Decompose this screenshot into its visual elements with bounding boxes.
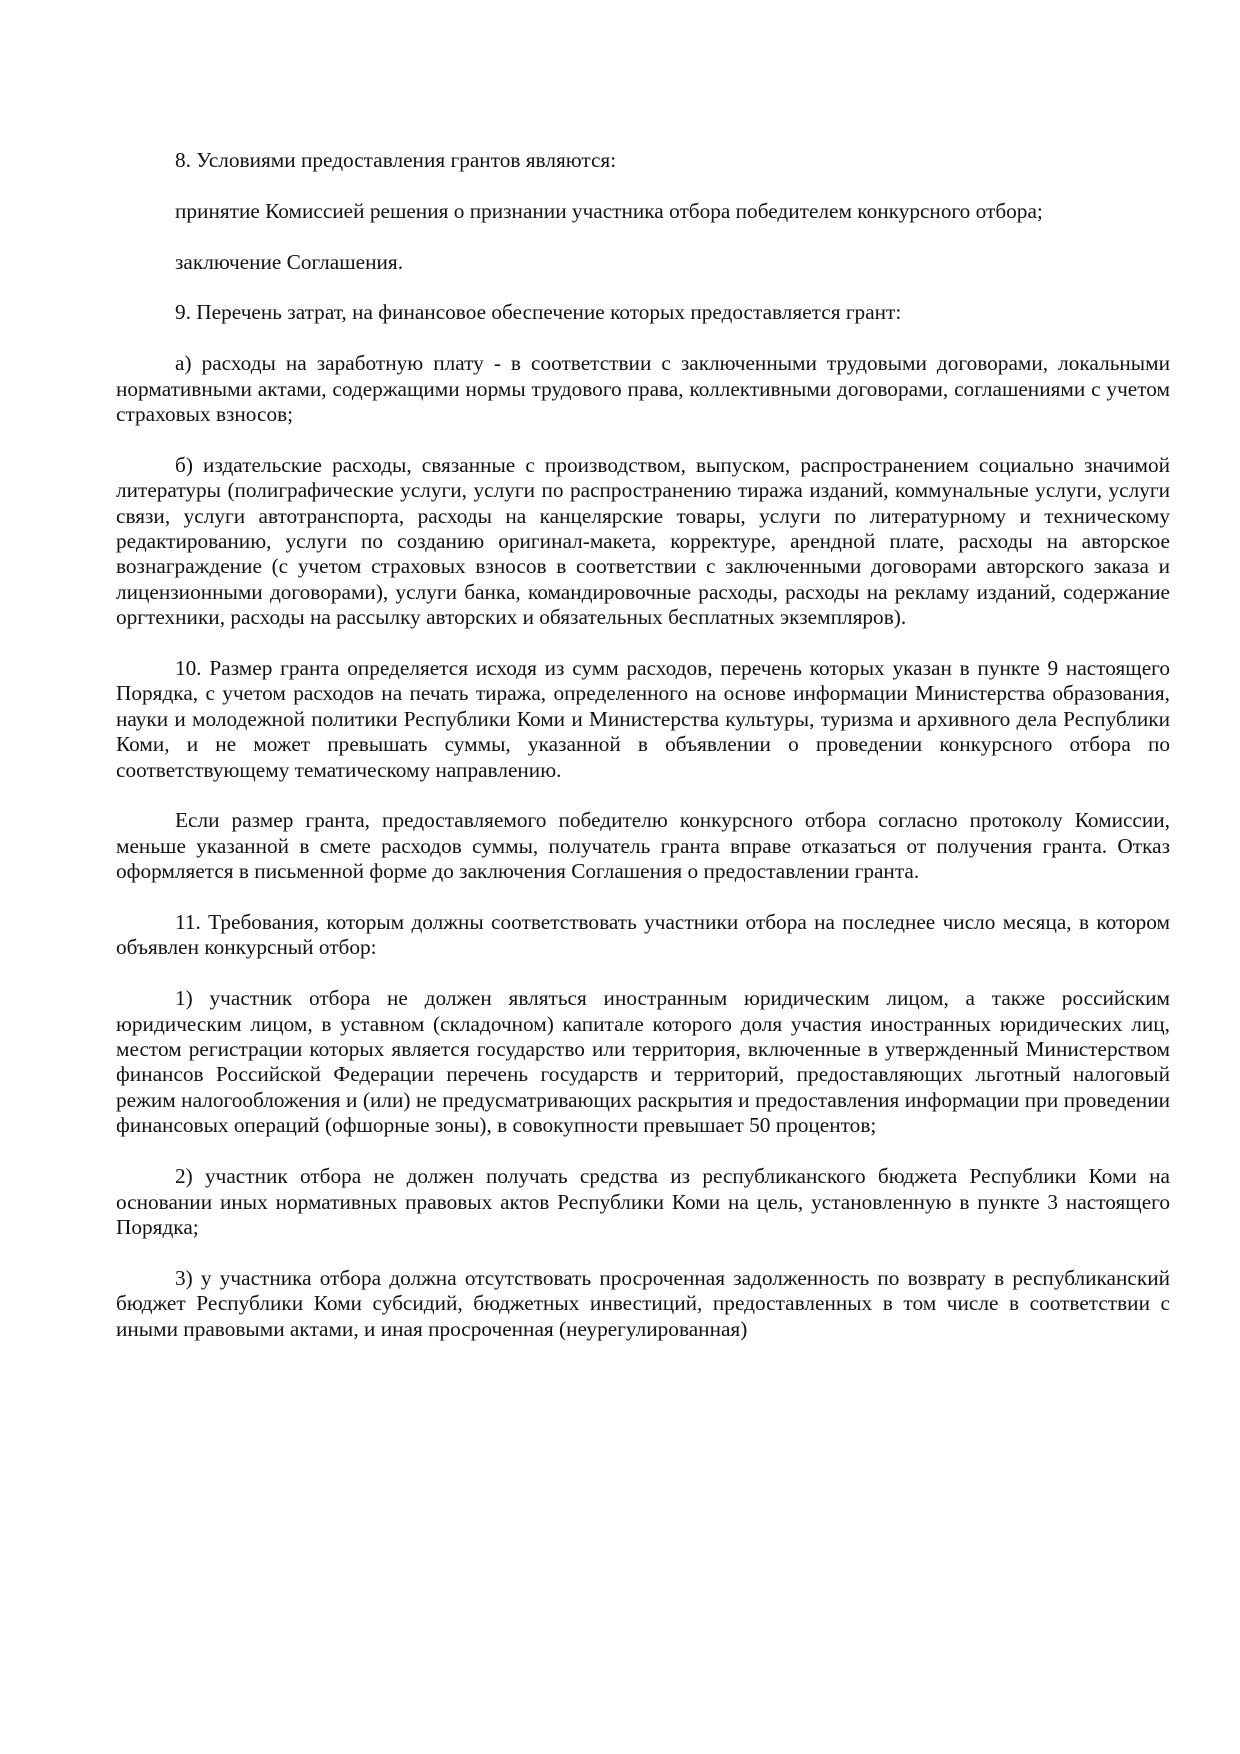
paragraph-9a-salary: а) расходы на заработную плату - в соответствии с заключенными трудовыми договорами, локальными нормативными актами, содержащими нормы трудового права, коллективными договорами, соглашениями с учетом страховых взносов; [116, 351, 1170, 426]
paragraph-agreement: заключение Соглашения. [175, 249, 404, 274]
paragraph-10-grant-size: 10. Размер гранта определяется исходя из сумм расходов, перечень которых указан в пункте 9 настоящего Порядка, с учетом расходов на печать тиража, определенного на основе информации Министерства образования, науки и молодежной политики Республики Коми и Министерства культуры, туризма и архивного дела Республики Коми, и не может превышать суммы, указанной в объявлении о проведении конкурсного отбора по соответствующему тематическому направлению. [116, 656, 1170, 782]
paragraph-8-conditions: 8. Условиями предоставления грантов являются: [175, 148, 617, 172]
paragraph-11-requirements: 11. Требования, которым должны соответствовать участники отбора на последнее число месяца, в котором объявлен конкурсный отбор: [116, 910, 1170, 960]
paragraph-11-1-foreign-entity: 1) участник отбора не должен являться иностранным юридическим лицом, а также российским юридическим лицом, в уставном (складочном) капитале которого доля участия иностранных юридических лиц, местом регистрации которых является государство или территория, включенные в утвержденный Министерством финансов Российской Федерации перечень государств и территорий, предоставляющих льготный налоговый режим налогообложения и (или) не предусматривающих раскрытия и предоставления информации при проведении финансовых операций (офшорные зоны), в совокупности превышает 50 процентов; [116, 986, 1170, 1138]
paragraph-9-expenses-list: 9. Перечень затрат, на финансовое обеспечение которых предоставляется грант: [175, 300, 902, 325]
paragraph-11-2-budget-funds: 2) участник отбора не должен получать средства из республиканского бюджета Республики Коми на основании иных нормативных правовых актов Республики Коми на цель, установленную в пункте 3 настоящего Порядка; [116, 1164, 1170, 1239]
paragraph-grant-refusal: Если размер гранта, предоставляемого победителю конкурсного отбора согласно протоколу Комиссии, меньше указанной в смете расходов суммы, получатель гранта вправе отказаться от получения гранта. Отказ оформляется в письменной форме до заключения Соглашения о предоставлении гранта. [116, 808, 1170, 884]
document-page [116, 148, 1170, 1367]
paragraph-11-3-debt: 3) у участника отбора должна отсутствовать просроченная задолженность по возврату в республиканский бюджет Республики Коми субсидий, бюджетных инвестиций, предоставленных в том числе в соответствии с иными правовыми актами, и иная просроченная (неурегулированная) [116, 1265, 1170, 1341]
paragraph-9b-publishing: б) издательские расходы, связанные с производством, выпуском, распространением социально значимой литературы (полиграфические услуги, услуги по распространению тиража изданий, коммунальные услуги, услуги связи, услуги автотранспорта, расходы на канцелярские товары, услуги по литературному и техническому редактированию, услуги по созданию оригинал-макета, корректуре, арендной плате, расходы на авторское вознаграждение (с учетом страховых взносов в соответствии с заключенными договорами авторского заказа и лицензионными договорами), услуги банка, командировочные расходы, расходы на рекламу изданий, содержание оргтехники, расходы на рассылку авторских и обязательных бесплатных экземпляров). [116, 452, 1170, 630]
paragraph-commission-decision: принятие Комиссией решения о признании участника отбора победителем конкурсного отбора; [175, 198, 1043, 223]
